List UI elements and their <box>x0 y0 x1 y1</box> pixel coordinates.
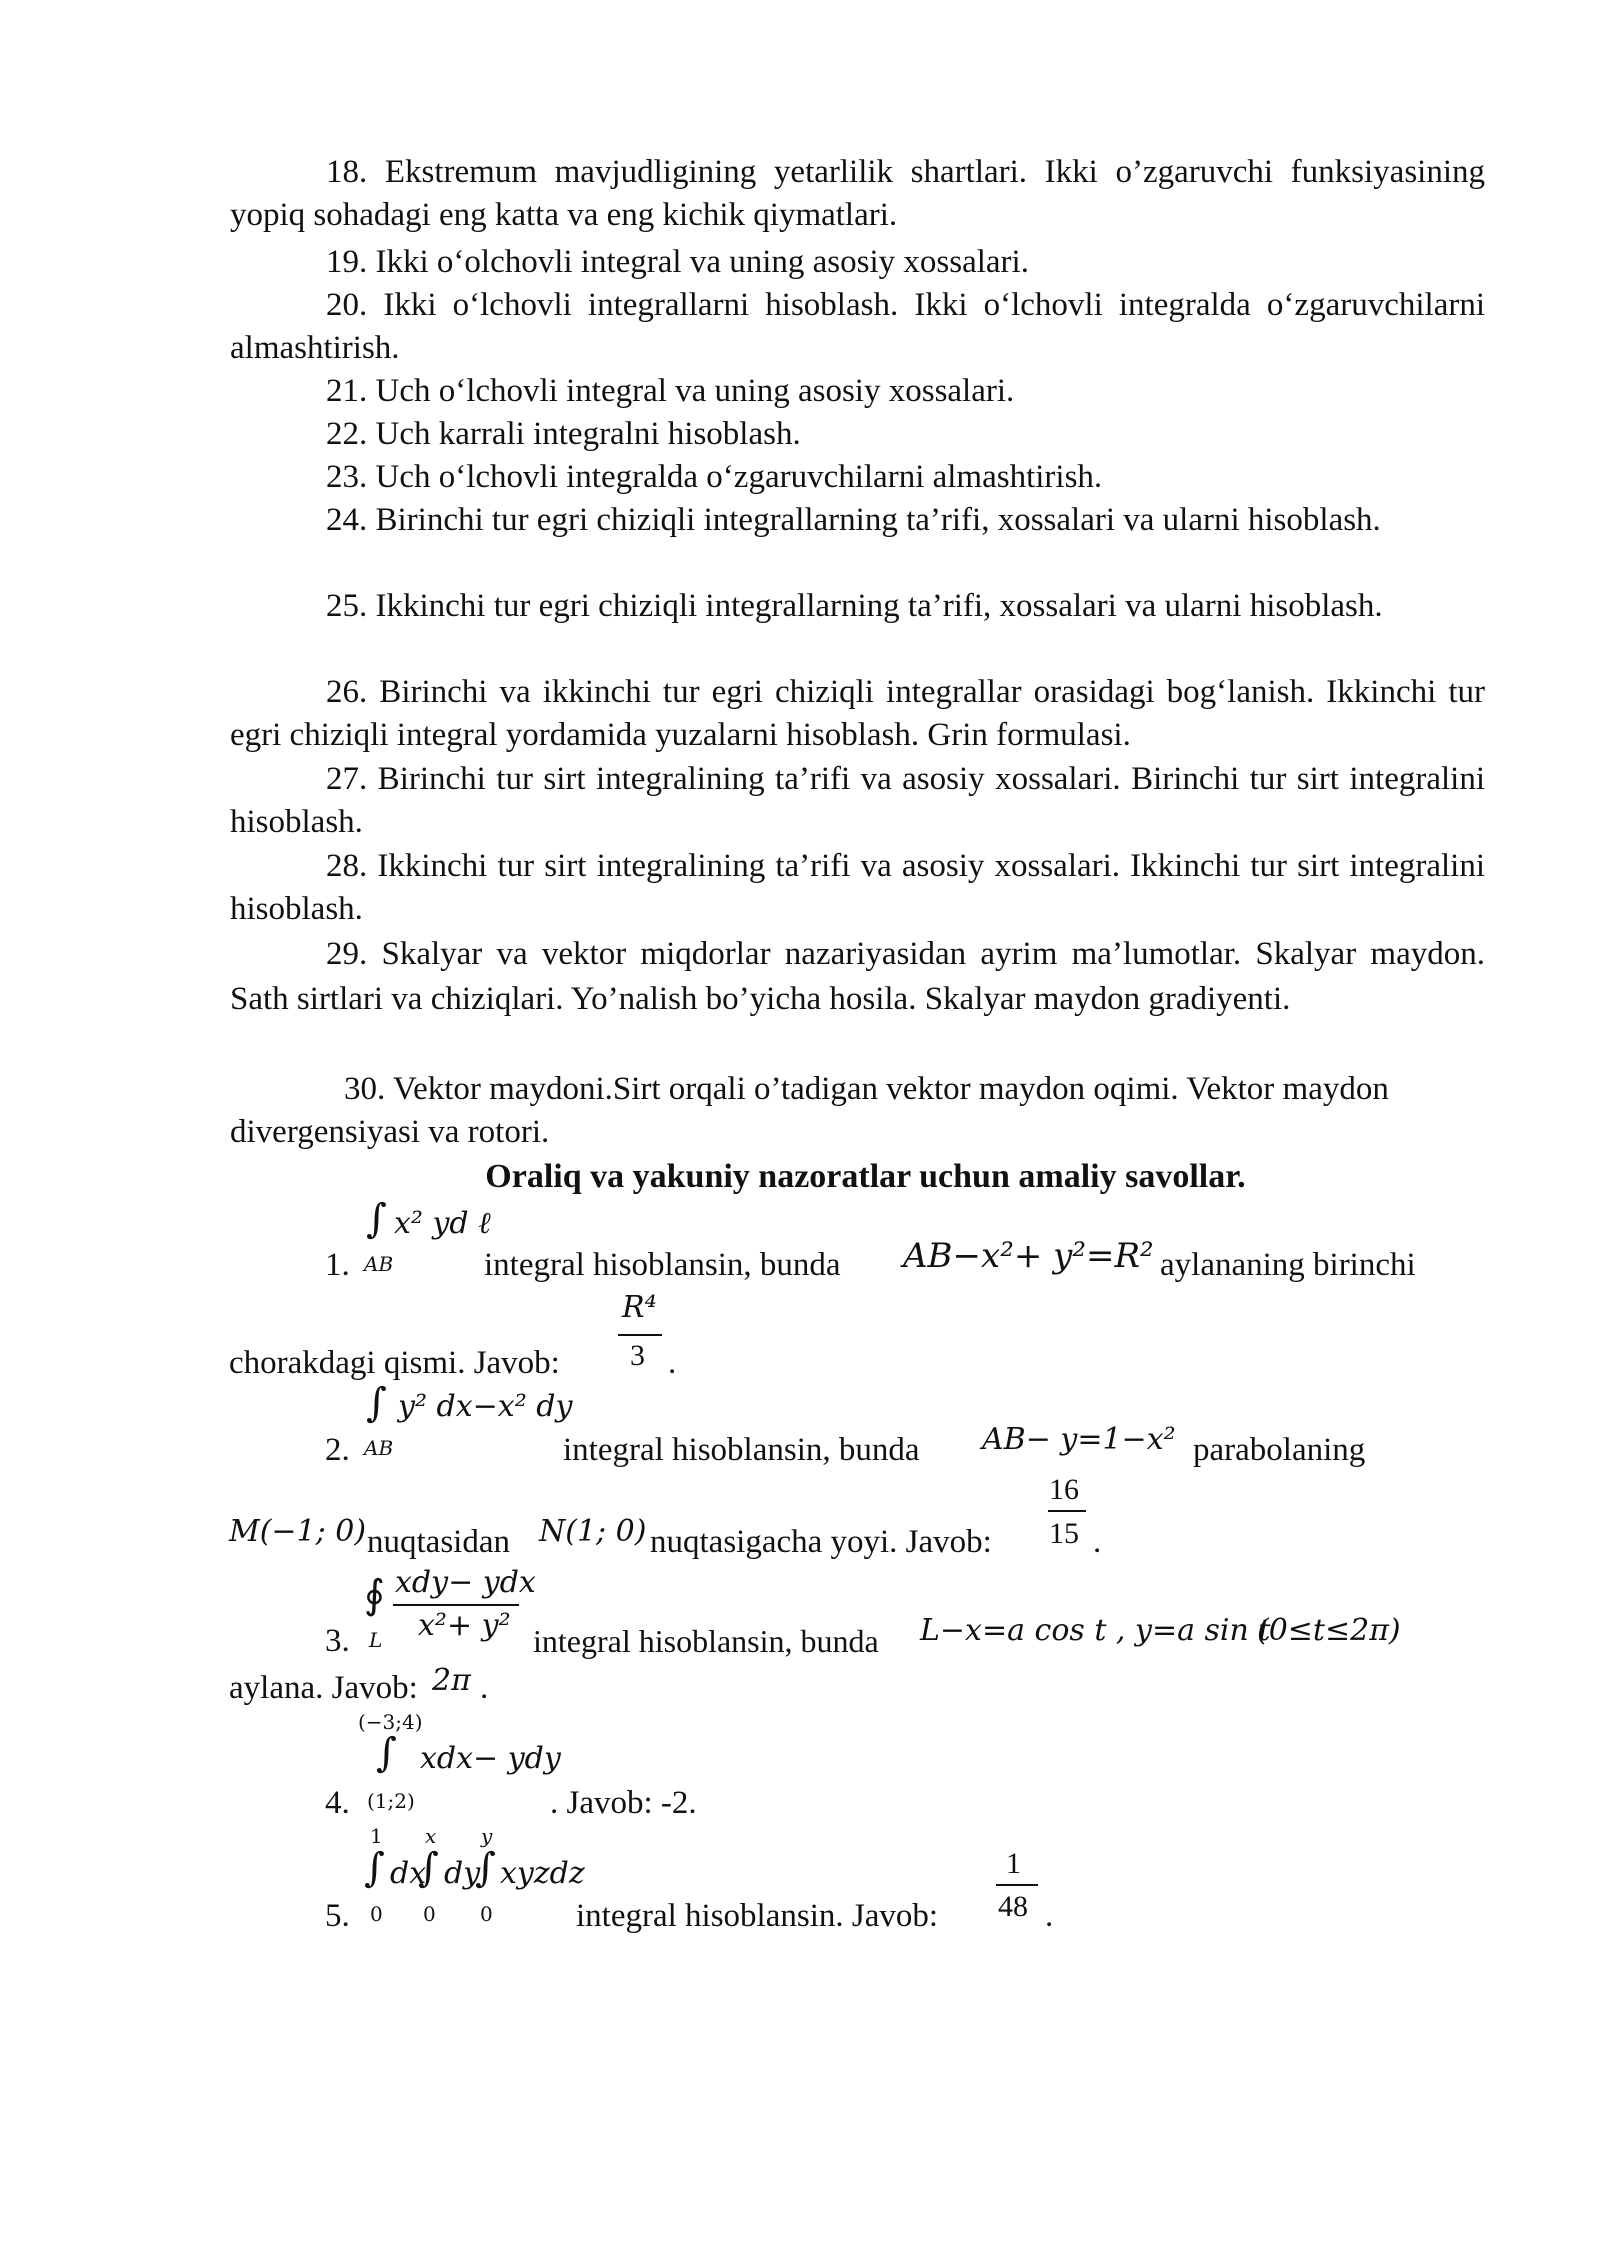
period: . <box>1045 1898 1054 1934</box>
period: . <box>480 1670 489 1706</box>
upper-limit: 1 <box>370 1824 383 1848</box>
answer-denominator: 48 <box>998 1890 1028 1923</box>
problem-text: integral hisoblansin, bunda <box>484 1247 841 1283</box>
question-18: 18. Ekstremum mavjudligining yetarlilik shartlari. Ikki o’zgaruvchi funksiyasining yopiq sohadagi eng katta va eng kichik qiymatlari. <box>230 154 1485 233</box>
problem-text: chorakdagi qismi. Javob: <box>229 1345 560 1381</box>
period: . <box>1093 1524 1102 1560</box>
integral-sign: ∫ <box>418 1845 439 1891</box>
question-19: 19. Ikki o‘olchovli integral va uning asosiy xossalari. <box>326 244 1029 280</box>
question-22: 22. Uch karrali integralni hisoblash. <box>326 416 801 452</box>
problem-text: integral hisoblansin, bunda <box>563 1432 920 1468</box>
parameter-range: (0≤t≤2π) <box>1257 1613 1401 1648</box>
point-n: N(1; 0) <box>539 1514 647 1549</box>
question-25: 25. Ikkinchi tur egri chiziqli integrallarning ta’rifi, xossalari va ularni hisoblash. <box>326 588 1383 624</box>
problem-text: parabolaning <box>1193 1432 1366 1468</box>
question-24: 24. Birinchi tur egri chiziqli integrallarning ta’rifi, xossalari va ularni hisoblash. <box>326 502 1381 538</box>
question-20: 20. Ikki o‘lchovli integrallarni hisoblash. Ikki o‘lchovli integralda o‘zgaruvchilarni almashtirish. <box>230 287 1485 366</box>
point-m: M(−1; 0) <box>229 1514 367 1549</box>
integrand: x² yd ℓ <box>394 1206 491 1241</box>
question-28: 28. Ikkinchi tur sirt integralining ta’rifi va asosiy xossalari. Ikkinchi tur sirt integralini hisoblash. <box>230 848 1485 927</box>
fraction-numerator: xdy− ydx <box>395 1565 536 1600</box>
answer-denominator: 15 <box>1049 1517 1079 1550</box>
problem-number: 5. <box>325 1898 350 1934</box>
period: . <box>668 1345 677 1381</box>
problem-text: integral hisoblansin, bunda <box>533 1623 879 1659</box>
lower-limit: 0 <box>480 1902 493 1926</box>
fraction-denominator: x²+ y² <box>418 1608 511 1643</box>
integral-subscript: AB <box>364 1436 394 1460</box>
problem-text: aylana. Javob: <box>229 1670 418 1706</box>
integral-sign: ∫ <box>376 1730 397 1776</box>
upper-limit: (−3;4) <box>358 1710 423 1734</box>
upper-limit: x <box>425 1824 437 1848</box>
integral-sign: ∫ <box>366 1196 387 1242</box>
condition-formula: AB−x²+ y²=R² <box>903 1236 1154 1276</box>
problem-number: 2. <box>325 1432 350 1468</box>
problem-text: nuqtasigacha yoyi. Javob: <box>650 1524 992 1560</box>
answer-numerator: 16 <box>1049 1473 1079 1506</box>
integral-sign: ∫ <box>364 1845 385 1891</box>
practical-heading: Oraliq va yakuniy nazoratlar uchun amaliy savollar. <box>485 1158 1246 1195</box>
answer-denominator: 3 <box>630 1339 645 1372</box>
problem-number: 4. <box>325 1785 350 1821</box>
integral-subscript: AB <box>364 1252 394 1276</box>
contour-integral-sign: ∮ <box>364 1572 385 1618</box>
lower-limit: (1;2) <box>367 1789 415 1813</box>
problem-number: 3. <box>325 1623 350 1659</box>
fraction-bar <box>996 1884 1038 1886</box>
problem-text: integral hisoblansin. Javob: <box>576 1898 939 1934</box>
question-29: 29. Skalyar va vektor miqdorlar nazariyasidan ayrim ma’lumotlar. Skalyar maydon. Sath sirtlari va chiziqlari. Yo’nalish bo’yicha hosila. Skalyar maydon gradiyenti. <box>230 936 1485 1017</box>
condition-formula: L−x=a cos t , y=a sin t <box>920 1613 1271 1648</box>
differential: dy <box>444 1856 481 1891</box>
answer-numerator: R⁴ <box>622 1290 657 1325</box>
lower-limit: 0 <box>423 1902 436 1926</box>
question-30: 30. Vektor maydoni.Sirt orqali o’tadigan vektor maydon oqimi. Vektor maydon divergensiyasi va rotori. <box>230 1071 1389 1150</box>
answer-numerator: 1 <box>1006 1847 1021 1880</box>
integrand: xyzdz <box>500 1856 585 1891</box>
question-26: 26. Birinchi va ikkinchi tur egri chiziqli integrallar orasidagi bog‘lanish. Ikkinchi tur egri chiziqli integral yordamida yuzalarni hisoblash. Grin formulasi. <box>230 674 1485 753</box>
fraction-bar <box>1048 1510 1086 1512</box>
problem-text: nuqtasidan <box>367 1524 510 1560</box>
lower-limit: 0 <box>370 1902 383 1926</box>
question-23: 23. Uch o‘lchovli integralda o‘zgaruvchilarni almashtirish. <box>326 459 1103 495</box>
problem-number: 1. <box>325 1247 350 1283</box>
question-21: 21. Uch o‘lchovli integral va uning asosiy xossalari. <box>326 373 1015 409</box>
answer-text: . Javob: -2. <box>550 1785 697 1821</box>
condition-formula: AB− y=1−x² <box>982 1422 1176 1457</box>
integrand: y² dx−x² dy <box>398 1389 573 1424</box>
problem-text: aylananing birinchi <box>1160 1247 1416 1283</box>
upper-limit: y <box>481 1824 493 1848</box>
integral-sign: ∫ <box>366 1380 387 1426</box>
differential: dx <box>390 1856 427 1891</box>
integrand: xdx− ydy <box>420 1741 561 1776</box>
integral-sign: ∫ <box>475 1845 496 1891</box>
answer: 2π <box>432 1663 471 1698</box>
fraction-bar <box>393 1604 519 1606</box>
integral-subscript: L <box>369 1628 383 1652</box>
question-27: 27. Birinchi tur sirt integralining ta’rifi va asosiy xossalari. Birinchi tur sirt integralini hisoblash. <box>230 761 1485 840</box>
